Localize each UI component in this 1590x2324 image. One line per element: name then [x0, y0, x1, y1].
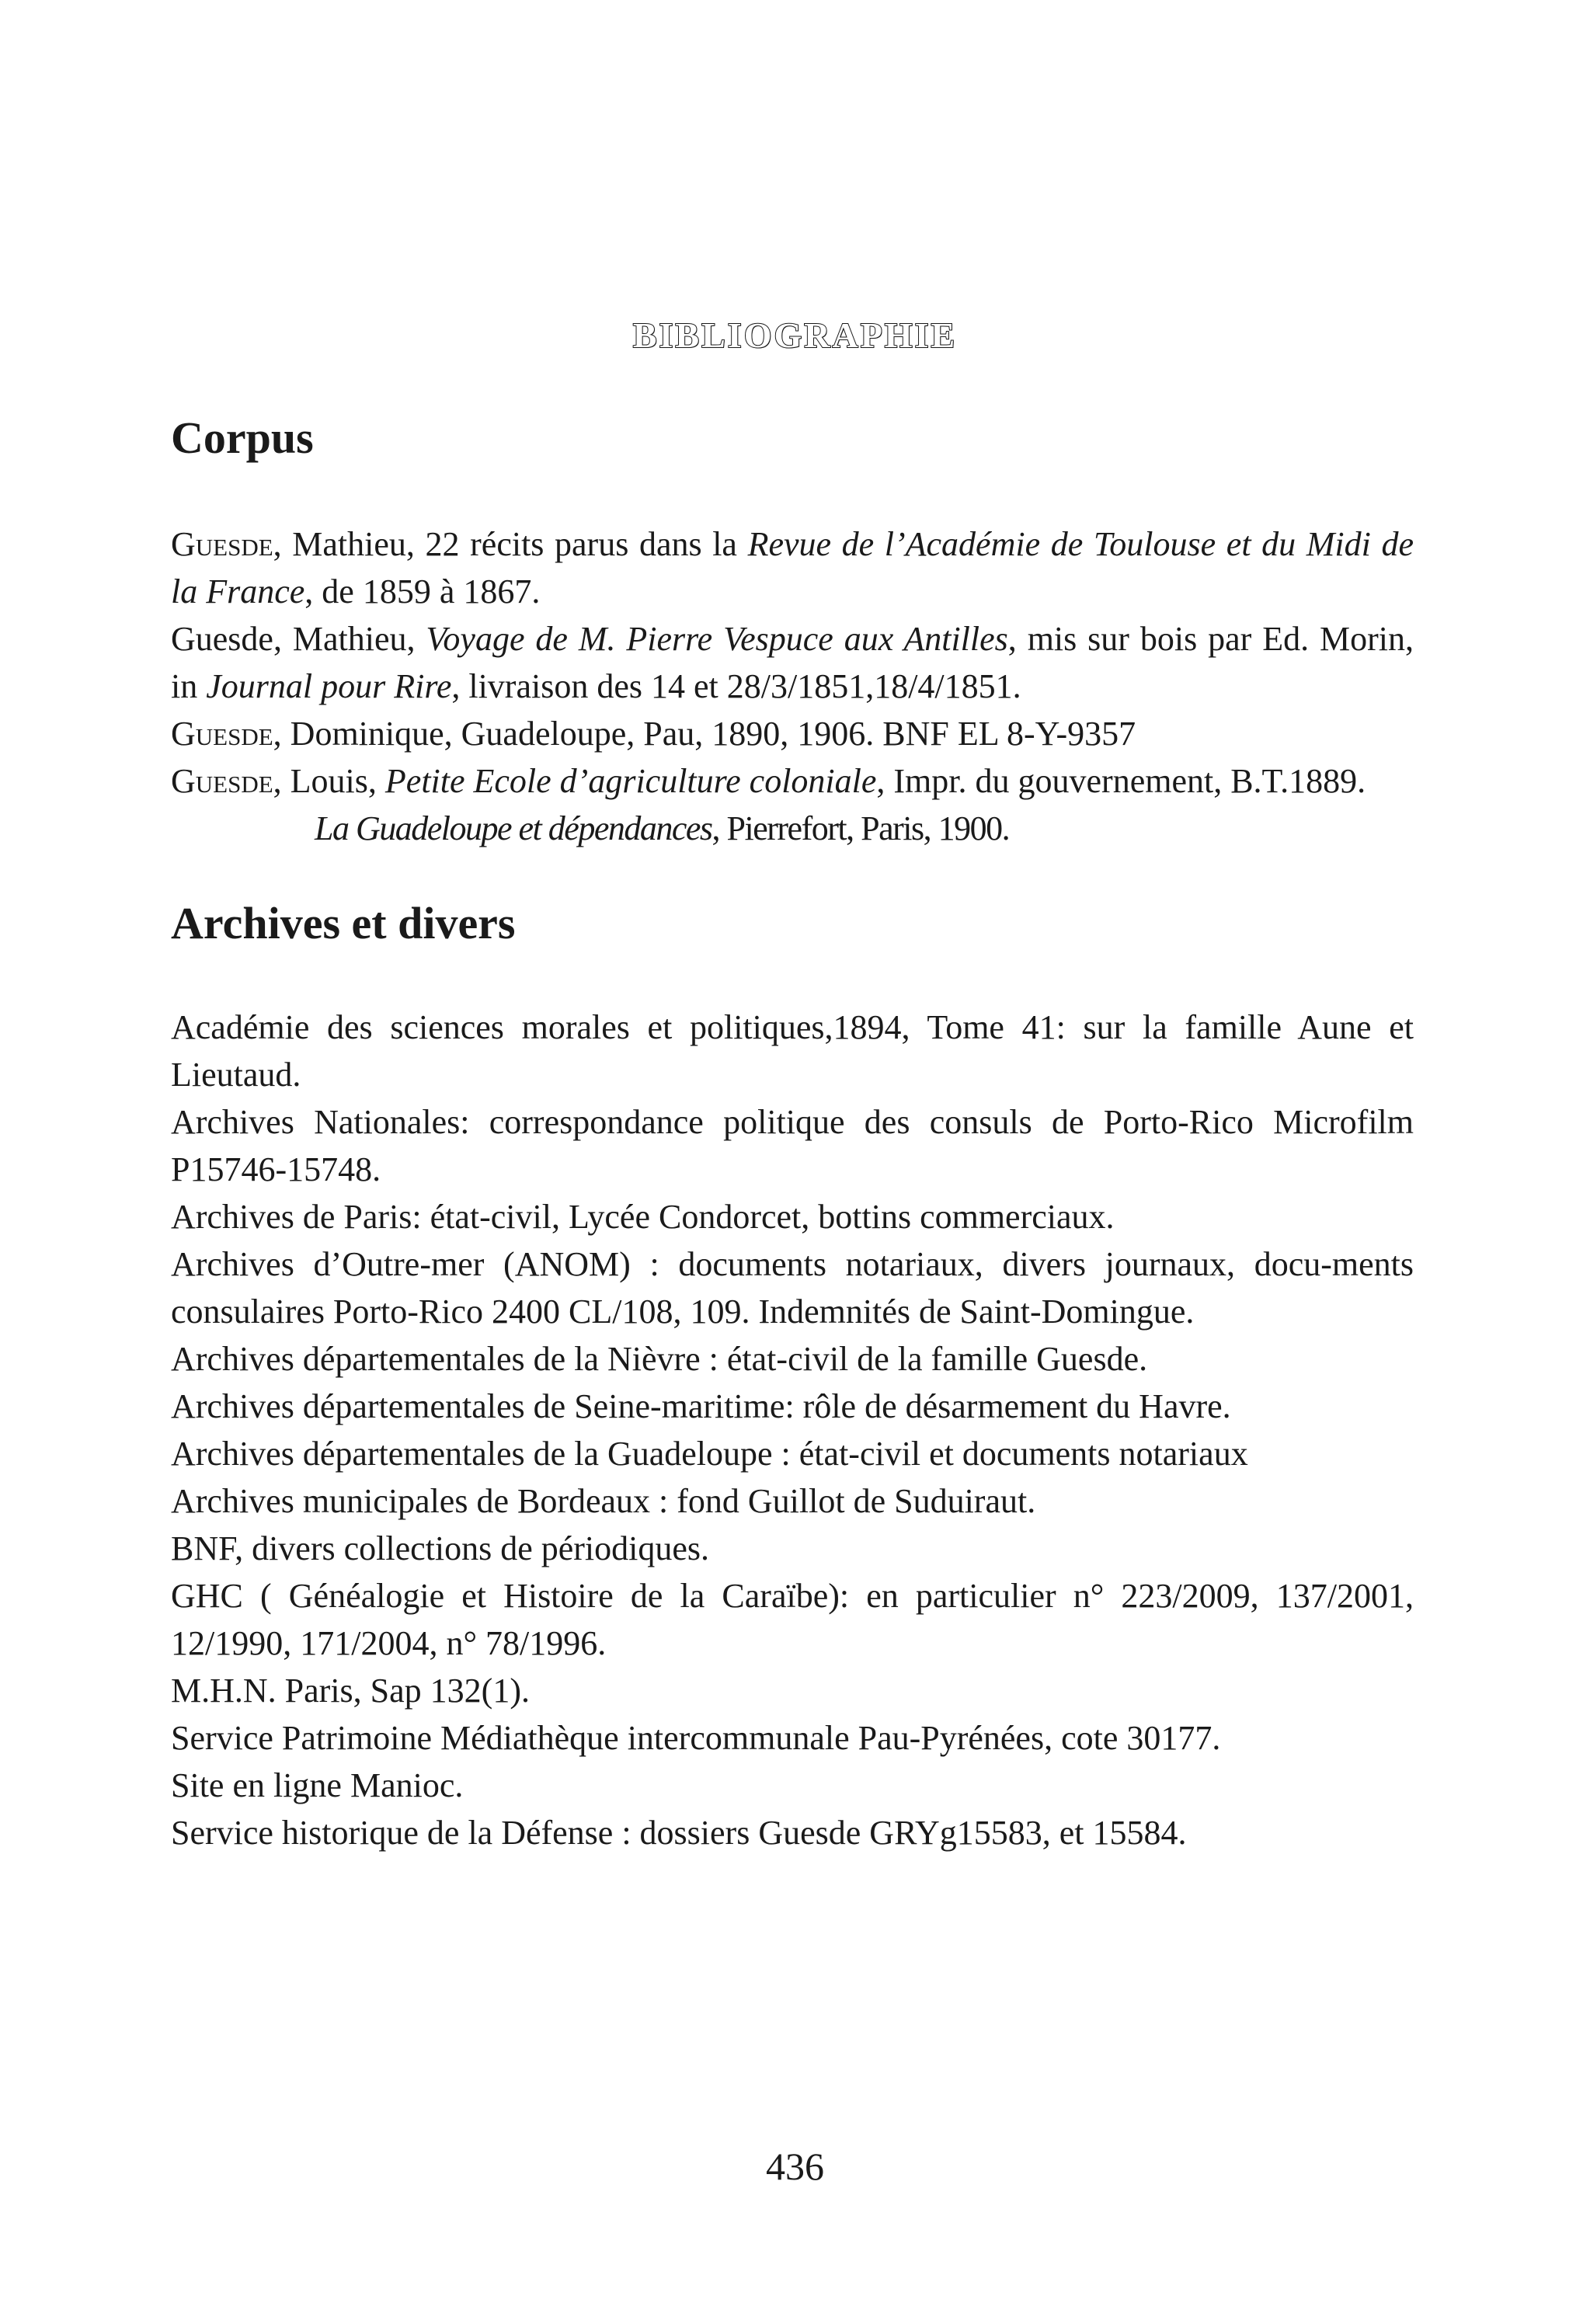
archive-entry: Académie des sciences morales et politiques,1894, Tome 41: sur la famille Aune et Lieutaud.	[171, 1008, 1414, 1094]
corpus-entries	[171, 520, 1414, 852]
archive-entry: Archives Nationales: correspondance politique des consuls de Porto-Rico Microfilm P15746-15748.	[171, 1103, 1414, 1188]
archive-entry: M.H.N. Paris, Sap 132(1).	[171, 1672, 530, 1710]
corpus-entry: La Guadeloupe et dépendances, Pierrefort, Paris, 1900.	[315, 809, 1010, 847]
publication-title: Revue de l’Académie de Toulouse et du Midi de la France	[171, 525, 1414, 611]
publication-title: La Guadeloupe et dépendances	[315, 809, 712, 847]
author-name: Guesde	[171, 525, 273, 563]
corpus-entry: Guesde, Dominique, Guadeloupe, Pau, 1890, 1906. BNF EL 8-Y-9357	[171, 715, 1136, 753]
archive-entry: Archives d’Outre-mer (ANOM) : documents notariaux, divers journaux, docu-ments consulaires Porto-Rico 2400 CL/108, 109. Indemnités de Saint-Domingue.	[171, 1245, 1414, 1331]
publication-title: Petite Ecole d’agriculture coloniale	[384, 762, 877, 800]
archives-entries	[171, 1004, 1414, 1856]
archive-entry: BNF, divers collections de périodiques.	[171, 1529, 710, 1567]
archive-entry: Archives départementales de la Nièvre : état-civil de la famille Guesde.	[171, 1340, 1148, 1378]
archive-entry: GHC ( Généalogie et Histoire de la Caraïbe): en particulier n° 223/2009, 137/2001, 12/1990, 171/2004, n° 78/1996.	[171, 1577, 1414, 1662]
author-name: Guesde	[171, 762, 273, 800]
archive-entry: Site en ligne Manioc.	[171, 1766, 464, 1804]
corpus-entry: Guesde, Mathieu, Voyage de M. Pierre Vespuce aux Antilles, mis sur bois par Ed. Morin, in Journal pour Rire, livraison des 14 et 28/3/1851,18/4/1851.	[171, 620, 1414, 705]
archive-entry: Archives départementales de la Guadeloupe : état-civil et documents notariaux	[171, 1435, 1248, 1473]
author-name: Guesde	[171, 715, 273, 753]
archive-entry: Service historique de la Défense : dossiers Guesde GRYg15583, et 15584.	[171, 1814, 1187, 1852]
publication-title: Voyage de M. Pierre Vespuce aux Antilles	[426, 620, 1008, 658]
page-number: 436	[766, 2145, 824, 2188]
archive-entry: Archives départementales de Seine-maritime: rôle de désarmement du Havre.	[171, 1387, 1231, 1425]
publication-title: Journal pour Rire	[206, 667, 452, 705]
page-title: BIBLIOGRAPHIE	[632, 315, 958, 355]
corpus-heading: Corpus	[171, 412, 314, 463]
corpus-entry: Guesde, Louis, Petite Ecole d’agriculture coloniale, Impr. du gouvernement, B.T.1889.	[171, 762, 1366, 800]
archive-entry: Service Patrimoine Médiathèque intercommunale Pau-Pyrénées, cote 30177.	[171, 1719, 1221, 1757]
archive-entry: Archives municipales de Bordeaux : fond Guillot de Suduiraut.	[171, 1482, 1036, 1520]
archives-heading: Archives et divers	[171, 898, 516, 948]
corpus-entry: Guesde, Mathieu, 22 récits parus dans la Revue de l’Académie de Toulouse et du Midi de la France, de 1859 à 1867.	[171, 525, 1414, 611]
archive-entry: Archives de Paris: état-civil, Lycée Condorcet, bottins commerciaux.	[171, 1198, 1115, 1236]
